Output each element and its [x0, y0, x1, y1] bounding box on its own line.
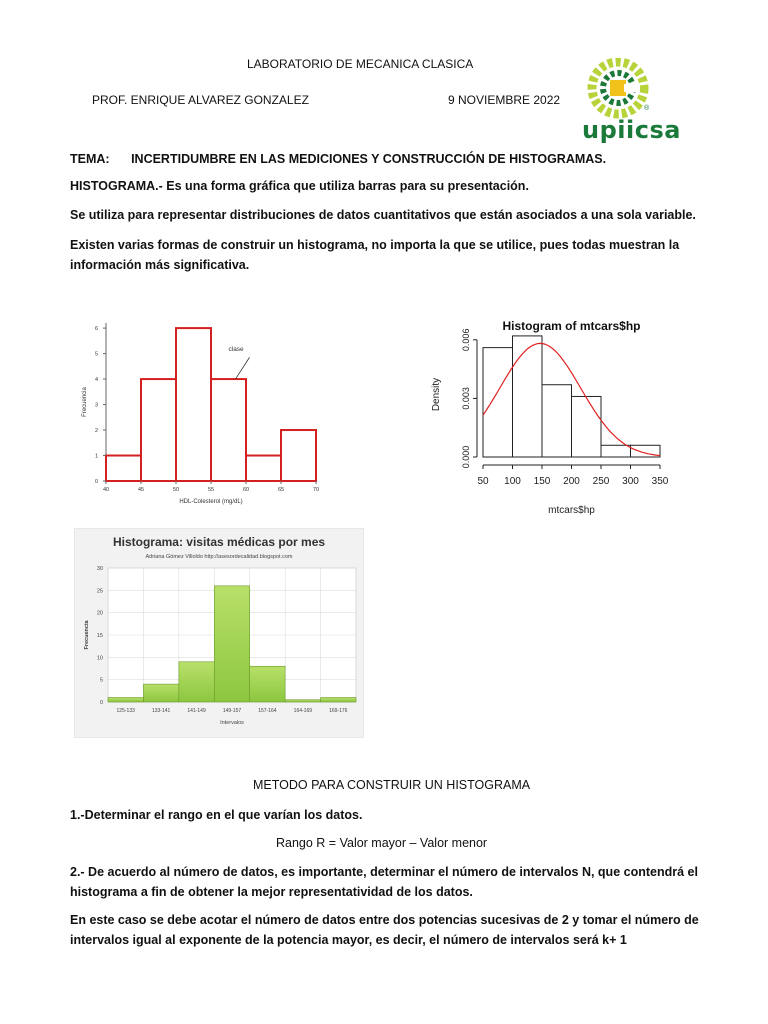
date: 9 NOVIEMBRE 2022: [448, 93, 561, 107]
x-tick-label: 60: [242, 487, 250, 493]
step-1: 1.-Determinar el rango en el que varían los datos.: [70, 808, 363, 822]
histogram-bar: [246, 456, 281, 481]
x-tick-label: 45: [137, 487, 145, 493]
chart-title: Histogram of mtcars$hp: [502, 319, 641, 333]
histogram-mtcars-hp: [425, 312, 685, 524]
step-3-line2: intervalos igual al exponente de la potencia mayor, es decir, el número de intervalos será k+ 1: [70, 933, 627, 947]
x-tick-label: 157-164: [258, 708, 277, 714]
paragraph-histogram: HISTOGRAMA.- Es una forma gráfica que utiliza barras para su presentación.: [70, 179, 529, 193]
histogram-hdl-cholesterol: [72, 315, 334, 510]
upiicsa-logo: [580, 58, 681, 148]
x-axis-label: Intervalos: [220, 720, 244, 726]
y-tick-label: 15: [96, 633, 103, 639]
x-tick-label: 149-157: [222, 708, 242, 714]
range-formula: Rango R = Valor mayor – Valor menor: [276, 836, 488, 850]
histogram-bar: [211, 379, 246, 481]
histogram-bar: [321, 698, 356, 702]
histogram-bar: [179, 662, 214, 702]
histogram-bar: [285, 700, 320, 702]
step-3-line1: En este caso se debe acotar el número de datos entre dos potencias sucesivas de 2 y tomar el número de: [70, 913, 699, 927]
x-tick-label: 141-149: [187, 708, 206, 714]
histogram-bar: [176, 328, 211, 481]
x-tick-label: 55: [207, 487, 215, 493]
topic-label: TEMA:: [70, 152, 110, 166]
y-tick-label: 4: [94, 377, 98, 384]
topic-line: [70, 150, 606, 169]
y-axis-label: Frecuencia: [84, 620, 90, 650]
histogram-bar: [572, 396, 602, 457]
y-tick-label: 0.006: [461, 328, 471, 352]
paragraph-usage: Se utiliza para representar distribuciones de datos cuantitativos que están asociados a una sola variable.: [70, 208, 696, 222]
y-tick-label: 0: [99, 700, 103, 706]
histogram-bar: [214, 586, 249, 702]
x-axis-label: mtcars$hp: [548, 505, 595, 516]
x-tick-label: 169-176: [329, 708, 348, 714]
histogram-bar: [143, 684, 178, 702]
histogram-bar: [108, 698, 143, 702]
y-tick-label: 20: [96, 610, 103, 617]
x-tick-label: 200: [563, 476, 580, 487]
step-2-line1: 2.- De acuerdo al número de datos, es importante, determinar el número de intervalos N, que contendrá el: [70, 865, 698, 879]
x-tick-label: 50: [172, 487, 180, 493]
y-tick-label: 0.000: [461, 445, 471, 469]
chart-subtitle: Adriana Gómez Villoldo http://asesordecalidad.blogspot.com: [145, 554, 293, 560]
method-title: METODO PARA CONSTRUIR UN HISTOGRAMA: [253, 778, 531, 792]
professor-name: PROF. ENRIQUE ALVAREZ GONZALEZ: [92, 93, 309, 107]
paragraph-forms-line1: Existen varias formas de construir un histograma, no importa la que se utilice, pues todas muestran la: [70, 238, 680, 252]
histogram-bar: [106, 456, 141, 481]
x-tick-label: 125-133: [116, 708, 135, 714]
histogram-bar: [250, 666, 285, 702]
y-tick-label: 1: [94, 453, 98, 460]
y-tick-label: 0.003: [461, 387, 471, 410]
logo-text: upiicsa: [582, 116, 681, 144]
annotation-label: clase: [228, 346, 244, 354]
step-2-line2: histograma a fin de obtener la mejor representatividad de los datos.: [70, 885, 473, 899]
x-tick-label: 100: [504, 476, 521, 487]
y-tick-label: 2: [94, 428, 98, 435]
x-tick-label: 350: [651, 476, 669, 487]
histogram-medical-visits: [74, 528, 364, 738]
y-tick-label: 3: [94, 402, 98, 409]
y-tick-label: 6: [94, 326, 98, 333]
paragraph-forms-line2: información más significativa.: [70, 258, 250, 272]
y-tick-label: 25: [96, 588, 103, 595]
histogram-bar: [542, 385, 572, 457]
x-tick-label: 164-169: [293, 708, 313, 714]
histogram-bar: [513, 336, 543, 457]
y-axis-label: Density: [431, 377, 442, 412]
chart-title: Histograma: visitas médicas por mes: [112, 535, 326, 549]
histogram-bar: [483, 348, 513, 457]
x-tick-label: 70: [312, 487, 320, 493]
y-tick-label: 5: [94, 351, 98, 358]
x-tick-label: 133-141: [151, 708, 171, 714]
y-tick-label: 0: [94, 479, 98, 485]
y-tick-label: 5: [99, 677, 103, 684]
x-tick-label: 250: [592, 476, 610, 487]
svg-text:®: ®: [644, 105, 650, 112]
x-tick-label: 150: [533, 476, 551, 487]
x-tick-label: 50: [477, 476, 489, 487]
histogram-bar: [141, 379, 176, 481]
y-tick-label: 30: [96, 566, 103, 572]
logo-emblem-icon: [580, 58, 660, 124]
x-tick-label: 65: [277, 487, 285, 493]
y-axis-label: Frecuencia: [82, 387, 88, 417]
annotation-arrow: [236, 357, 250, 379]
x-tick-label: 40: [102, 487, 110, 493]
x-tick-label: 300: [622, 476, 639, 487]
topic-text: INCERTIDUMBRE EN LAS MEDICIONES Y CONSTRUCCIÓN DE HISTOGRAMAS.: [131, 152, 607, 166]
y-tick-label: 10: [96, 655, 103, 662]
x-axis-label: HDL-Colesterol (mg/dL): [179, 499, 243, 505]
histogram-bar: [281, 430, 316, 481]
histogram-bar: [601, 445, 631, 457]
lab-title: LABORATORIO DE MECANICA CLASICA: [247, 57, 474, 71]
